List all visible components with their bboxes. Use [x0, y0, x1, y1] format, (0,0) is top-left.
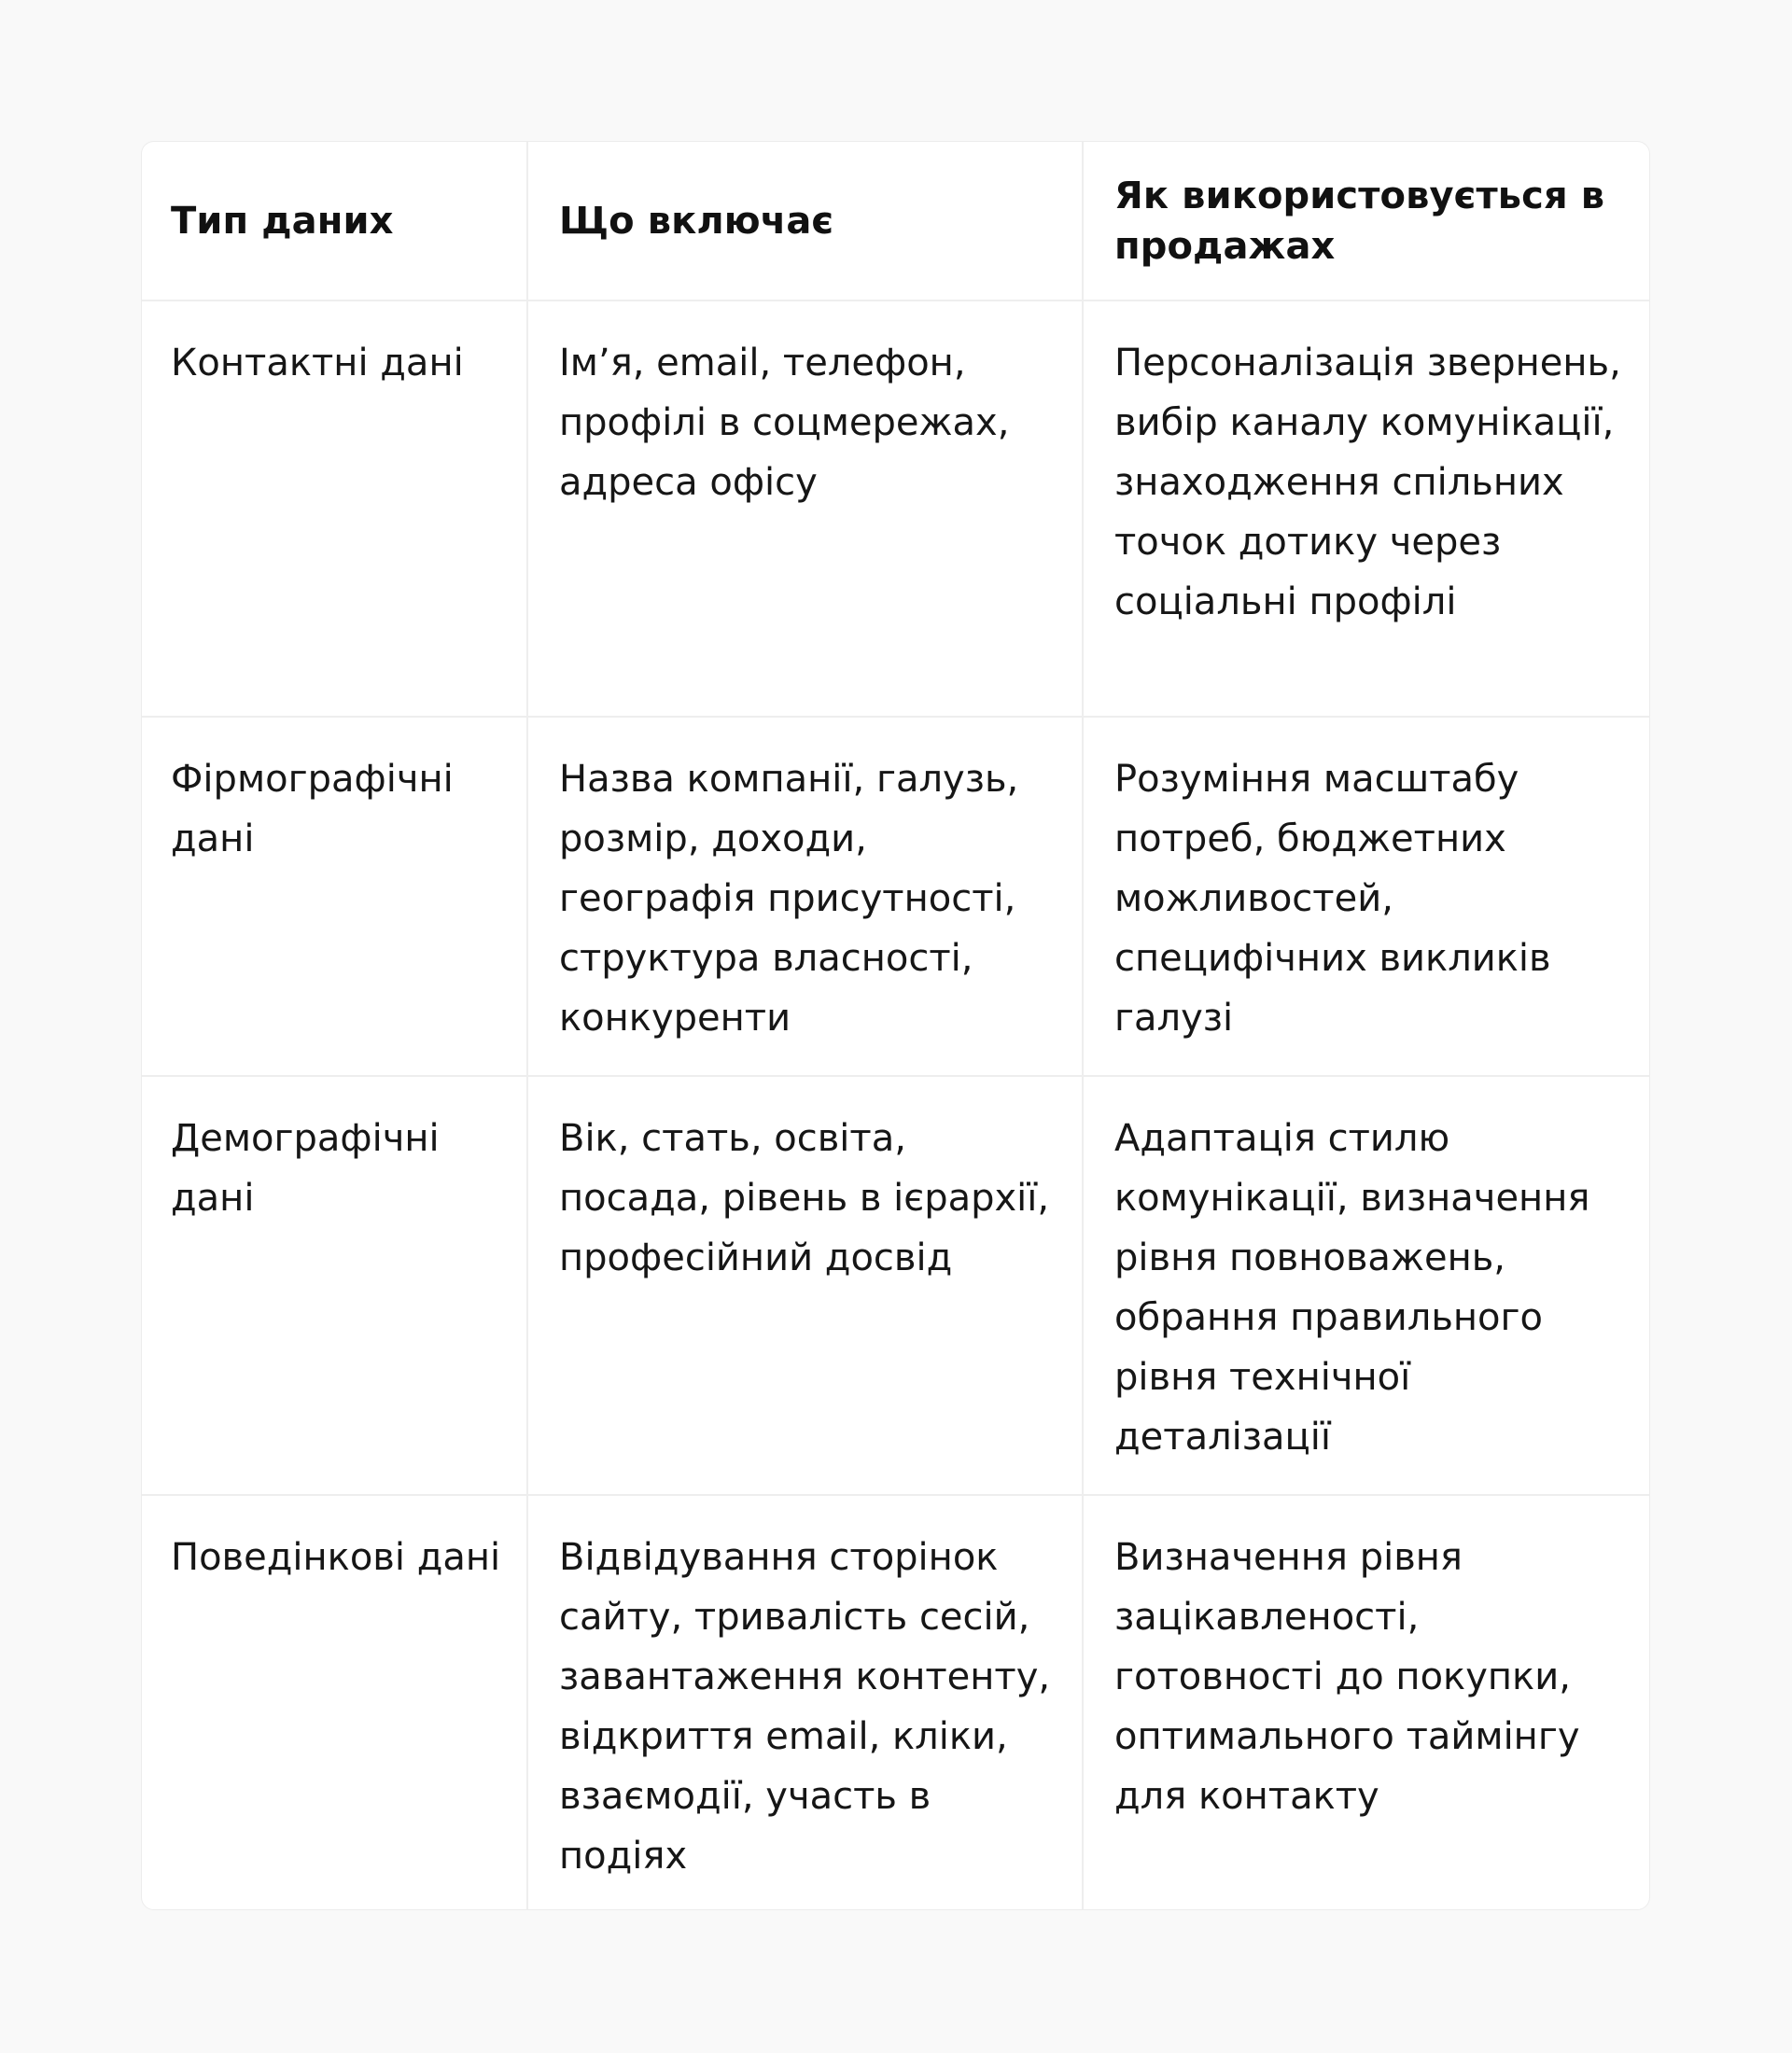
cell-includes [527, 717, 1083, 1076]
cell-text: Фірмографічні дані [171, 758, 454, 860]
header-includes [527, 142, 1083, 300]
cell-sales-usage [1083, 1495, 1650, 1910]
header-label: Що включає [559, 199, 834, 243]
cell-data-type [142, 300, 527, 717]
cell-includes [527, 300, 1083, 717]
cell-sales-usage [1083, 717, 1650, 1076]
cell-text: Поведінкові дані [171, 1536, 501, 1579]
header-sales-usage [1083, 142, 1650, 300]
table-row [142, 1076, 1650, 1495]
cell-text: Демографічні дані [171, 1117, 440, 1220]
table-row [142, 717, 1650, 1076]
cell-text: Відвідування сторінок сайту, тривалість сесій, завантаження контенту, відкриття email, кліки, взаємодії, участь в подіях [559, 1536, 1051, 1878]
cell-text: Адаптація стилю комунікації, визначення рівня повноважень, обрання правильного рівня технічної деталізації [1114, 1117, 1590, 1459]
cell-text: Розуміння масштабу потреб, бюджетних можливостей, специфічних викликів галузі [1114, 758, 1551, 1040]
cell-text: Персоналізація звернень, вибір каналу комунікації, знаходження спільних точок дотику через соціальні профілі [1114, 342, 1621, 623]
data-types-table [142, 142, 1650, 1910]
data-types-table-card [141, 141, 1650, 1910]
cell-data-type [142, 717, 527, 1076]
cell-data-type [142, 1076, 527, 1495]
table-row [142, 300, 1650, 717]
header-label: Як використовується в продажах [1114, 174, 1605, 268]
cell-text: Назва компанії, галузь, розмір, доходи, географія присутності, структура власності, конкуренти [559, 758, 1019, 1040]
cell-text: Контактні дані [171, 342, 464, 384]
cell-sales-usage [1083, 300, 1650, 717]
cell-sales-usage [1083, 1076, 1650, 1495]
cell-includes [527, 1495, 1083, 1910]
header-data-type [142, 142, 527, 300]
table-row [142, 1495, 1650, 1910]
cell-includes [527, 1076, 1083, 1495]
header-label: Тип даних [171, 199, 394, 243]
cell-text: Вік, стать, освіта, посада, рівень в ієрархії, професійний досвід [559, 1117, 1050, 1279]
table-header-row [142, 142, 1650, 300]
cell-data-type [142, 1495, 527, 1910]
cell-text: Ім’я, email, телефон, профілі в соцмережах, адреса офісу [559, 342, 1010, 504]
cell-text: Визначення рівня зацікавленості, готовності до покупки, оптимального таймінгу для контакту [1114, 1536, 1580, 1818]
